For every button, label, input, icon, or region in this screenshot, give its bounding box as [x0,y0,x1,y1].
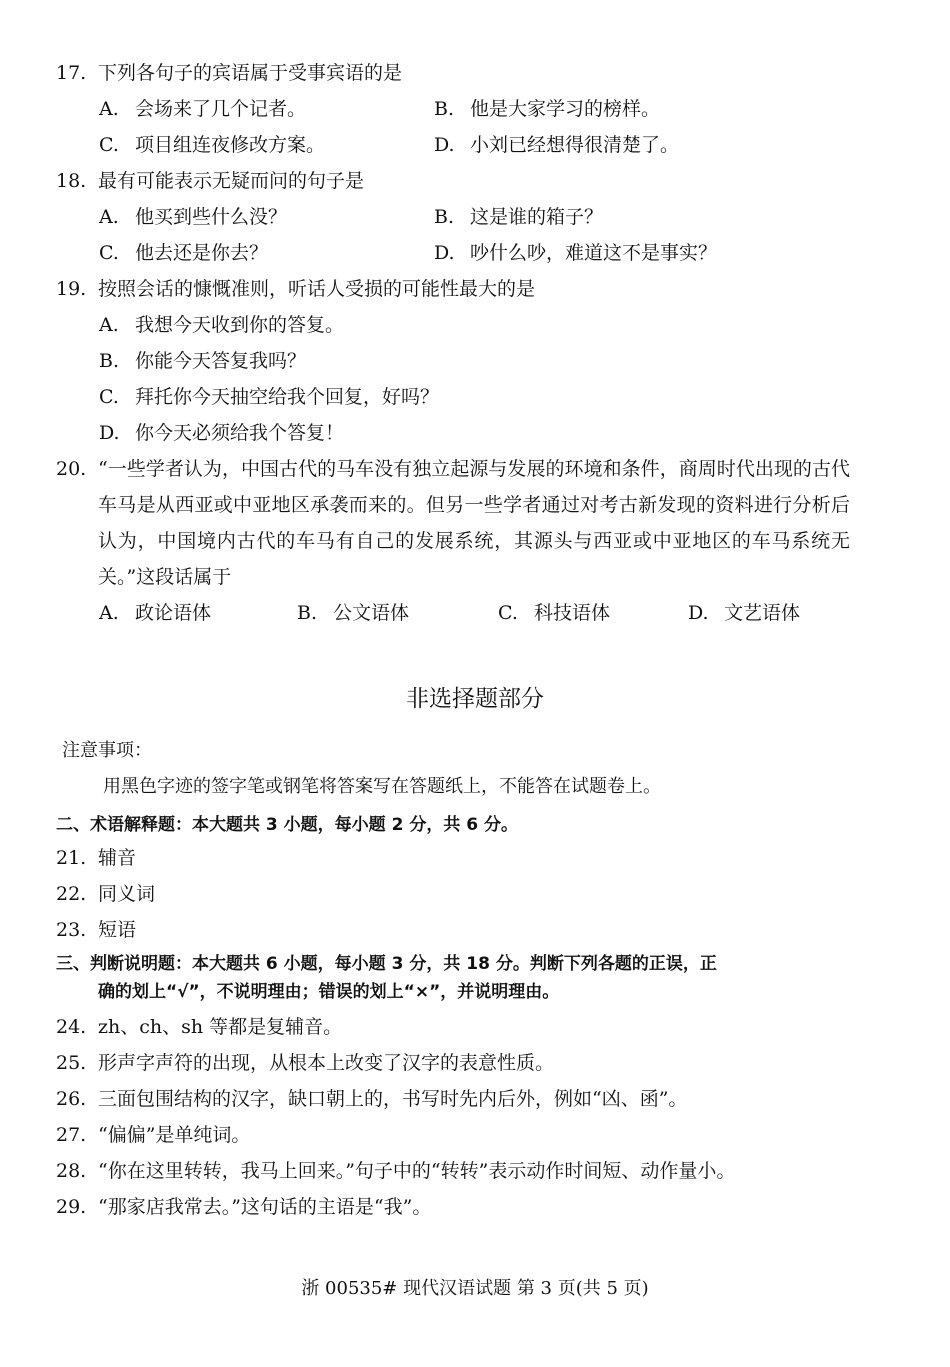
item-number: 29. [56,1196,87,1218]
option-letter: A. [99,98,119,120]
item-text: 短语 [98,919,137,941]
item-number: 22. [56,883,87,905]
item-number: 25. [56,1052,87,1074]
option-text: 科技语体 [534,602,611,624]
option-d [688,600,800,626]
option-letter: A. [99,314,119,336]
option-letter: D. [688,602,709,624]
option-text: 这是谁的箱子？ [470,206,604,228]
option-letter: C. [99,242,119,264]
part-2-heading: 二、术语解释题：本大题共 3 小题，每小题 2 分，共 6 分。 [56,815,518,835]
option-letter: B. [297,602,318,624]
item-text: “偏偏”是单纯词。 [98,1124,251,1146]
option-d [434,240,717,266]
option-letter: D. [434,242,455,264]
item-text: “你在这里转转，我马上回来。”句子中的“转转”表示动作时间短、动作量小。 [98,1160,736,1182]
question-stem: 最有可能表示无疑而问的句子是 [98,170,365,192]
option-c [498,600,610,626]
question-number: 19. [56,278,87,300]
option-text: 会场来了几个记者。 [135,98,307,120]
option-c [99,384,439,410]
option-text: 拜托你今天抽空给我个回复，好吗？ [135,386,440,408]
part-3-heading-cont: 确的划上“√”，不说明理由；错误的划上“×”，并说明理由。 [98,982,560,1002]
question-stem: 下列各句子的宾语属于受事宾语的是 [98,62,403,84]
option-text: 公文语体 [333,602,410,624]
option-a [99,312,344,338]
question-number: 18. [56,170,87,192]
notice-text: 用黑色字迹的签字笔或钢笔将答案写在答题纸上，不能答在试题卷上。 [103,776,661,797]
item-number: 23. [56,919,87,941]
question-20-stem: “一些学者认为，中国古代的马车没有独立起源与发展的环境和条件，商周时代出现的古代车马是从西亚或中亚地区承袭而来的。但另一些学者通过对考古新发现的资料进行分析后认为，中国境内古代的车马有自己的发展系统，其源头与西亚或中亚地区的车马系统无关。”这段话属于 [98,458,850,588]
option-d [99,420,344,446]
option-letter: D. [434,134,455,156]
option-letter: B. [434,98,455,120]
option-text: 我想今天收到你的答复。 [135,314,345,336]
option-letter: D. [99,422,120,444]
item-text: zh、ch、sh 等都是复辅音。 [98,1016,343,1038]
option-text: 小刘已经想得很清楚了。 [470,134,680,156]
option-text: 他是大家学习的榜样。 [470,98,661,120]
option-letter: C. [498,602,518,624]
item-text: 同义词 [98,883,156,905]
item-text: 形声字声符的出现，从根本上改变了汉字的表意性质。 [98,1052,555,1074]
option-letter: A. [99,602,119,624]
section-title: 非选择题部分 [406,686,544,712]
option-c [99,132,325,158]
question-number: 20. [56,458,87,480]
item-number: 21. [56,847,87,869]
question-stem: 按照会话的慷慨准则，听话人受损的可能性最大的是 [98,278,536,300]
option-c [99,240,268,266]
option-text: 你今天必须给我个答复！ [135,422,345,444]
option-text: 你能今天答复我吗？ [135,350,307,372]
option-a [99,600,211,626]
option-b [99,348,306,374]
option-letter: C. [99,134,119,156]
option-text: 文艺语体 [724,602,801,624]
option-letter: B. [434,206,455,228]
option-a [99,204,287,230]
option-text: 他去还是你去？ [135,242,269,264]
option-b [434,96,660,122]
part-3-heading: 三、判断说明题：本大题共 6 小题，每小题 3 分，共 18 分。判断下列各题的正误，正 [56,954,717,974]
page-footer: 浙 00535# 现代汉语试题 第 3 页(共 5 页) [301,1278,649,1299]
option-text: 政论语体 [135,602,212,624]
item-text: 辅音 [98,847,137,869]
option-text: 他买到些什么没？ [135,206,288,228]
option-b [434,204,603,230]
item-number: 27. [56,1124,87,1146]
option-b [297,600,409,626]
option-letter: B. [99,350,120,372]
item-text: “那家店我常去。”这句话的主语是“我”。 [98,1196,432,1218]
option-letter: A. [99,206,119,228]
option-d [434,132,679,158]
option-a [99,96,306,122]
question-number: 17. [56,62,87,84]
item-number: 26. [56,1088,87,1110]
option-text: 吵什么吵，难道这不是事实？ [470,242,718,264]
item-number: 28. [56,1160,87,1182]
item-text: 三面包围结构的汉字，缺口朝上的，书写时先内后外，例如“凶、函”。 [98,1088,688,1110]
item-number: 24. [56,1016,87,1038]
option-text: 项目组连夜修改方案。 [135,134,326,156]
notice-label: 注意事项： [62,740,152,761]
option-letter: C. [99,386,119,408]
